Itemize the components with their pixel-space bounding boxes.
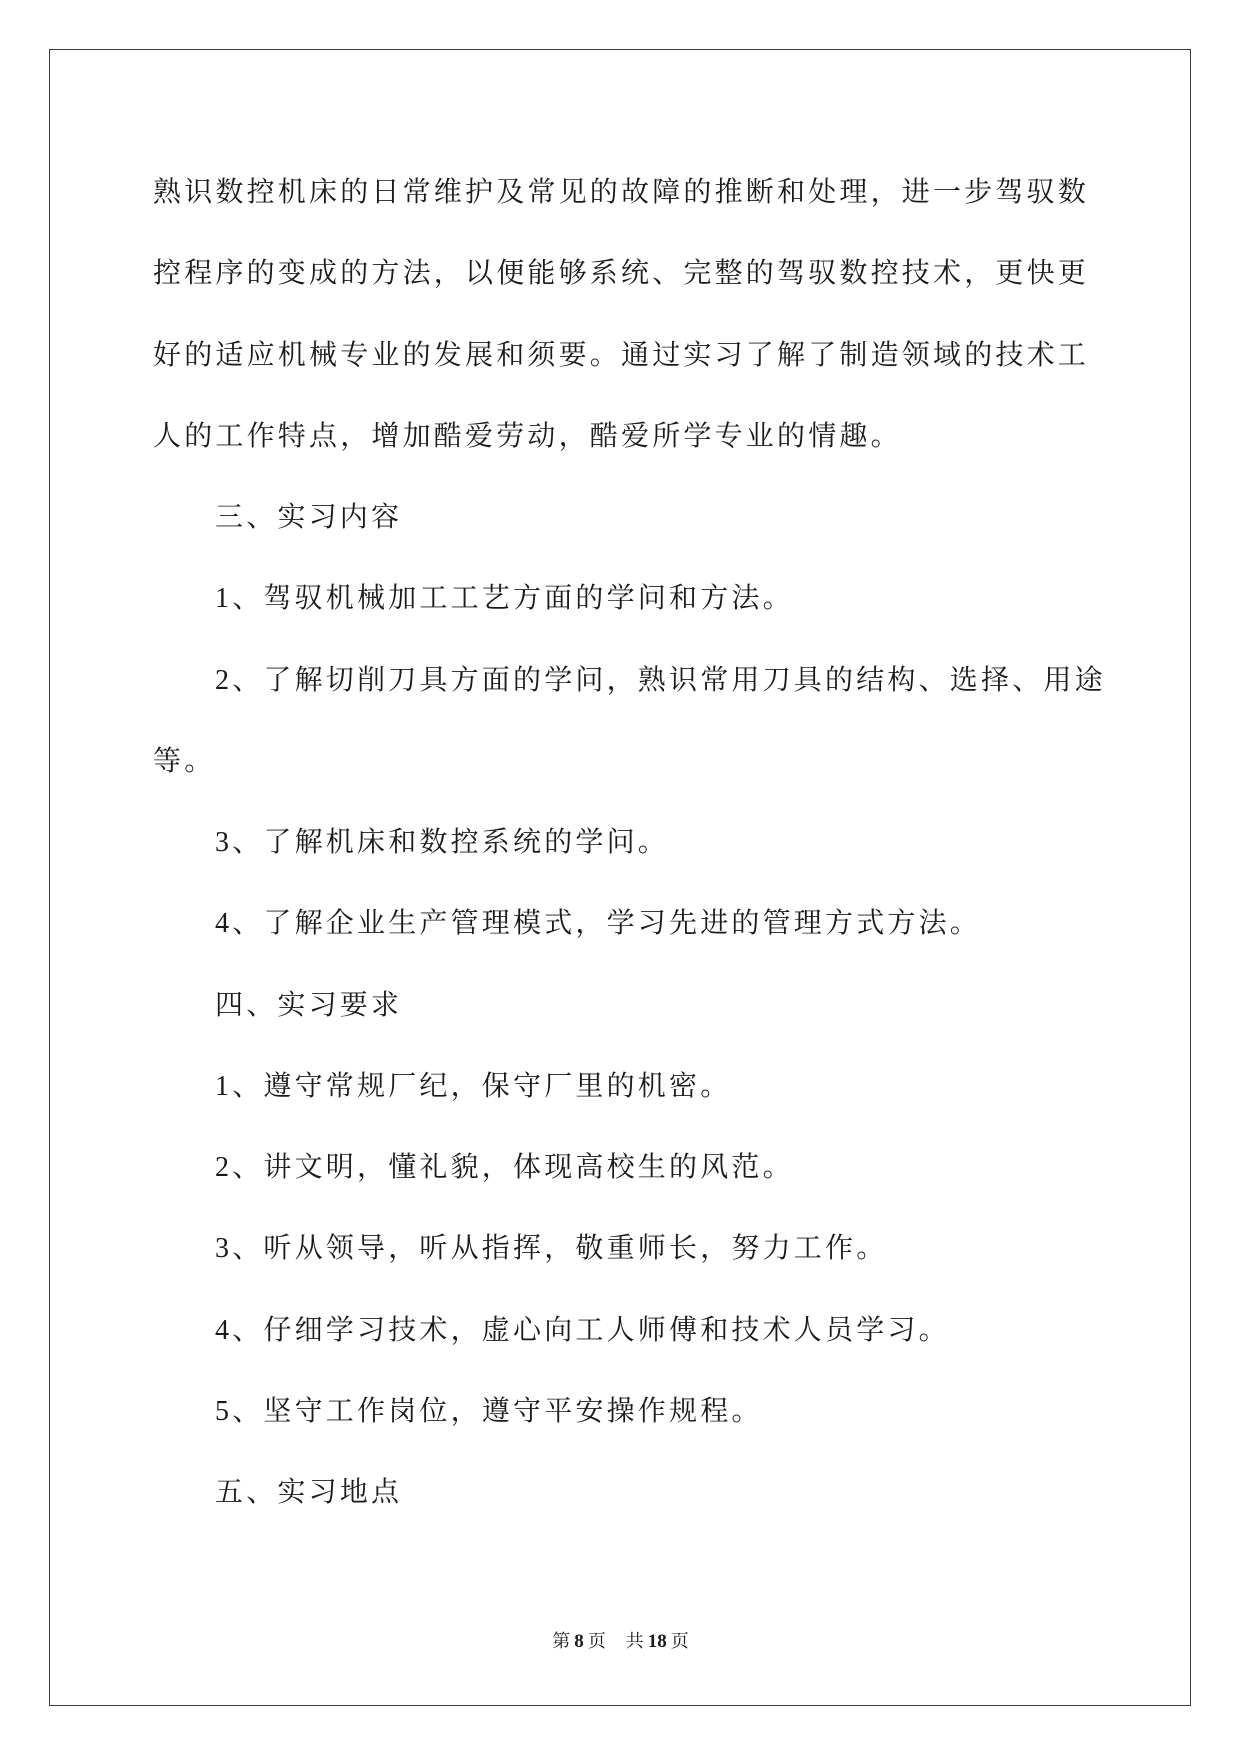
list-item-text: 2、讲文明，懂礼貌，体现高校生的风范。: [215, 1152, 794, 1183]
body-text-line: 人的工作特点，增加酷爱劳动，酷爱所学专业的情趣。: [153, 420, 902, 452]
list-item: [153, 640, 1153, 803]
body-text-line: 熟识数控机床的日常维护及常见的故障的推断和处理，进一步驾驭数: [153, 177, 1090, 208]
section-heading: 五、实习地点: [215, 1477, 403, 1508]
section-heading-internship-requirements: [153, 965, 1153, 1046]
body-text-line: 好的适应机械专业的发展和须要。通过实习了解了制造领域的技术工: [153, 339, 1090, 371]
page-label-suffix: 页: [587, 1631, 606, 1651]
page-label-prefix: 第: [552, 1631, 571, 1651]
section-heading: 三、实习内容: [215, 502, 403, 533]
list-item: [153, 1290, 1153, 1371]
document-body: [153, 152, 1153, 1533]
body-text-line: 控程序的变成的方法，以便能够系统、完整的驾驭数控技术，更快更: [153, 258, 1090, 290]
section-heading-internship-location: [153, 1452, 1153, 1533]
total-label-prefix: 共: [625, 1631, 644, 1651]
list-item: [153, 558, 1153, 639]
list-item: [153, 802, 1153, 883]
total-label-suffix: 页: [670, 1631, 689, 1651]
list-item-text: 2、了解切削刀具方面的学问，熟识常用刀具的结构、选择、用途: [215, 664, 1106, 696]
list-item-text: 1、驾驭机械加工工艺方面的学问和方法。: [215, 583, 794, 615]
list-item: [153, 883, 1153, 964]
list-item-text: 等。: [153, 745, 216, 777]
paragraph-continued: [153, 152, 1153, 477]
list-item: [153, 1127, 1153, 1208]
page-footer: [0, 1628, 1241, 1655]
list-item-text: 3、了解机床和数控系统的学问。: [215, 827, 670, 858]
current-page-number: 8: [574, 1631, 584, 1652]
list-item-text: 4、了解企业生产管理模式，学习先进的管理方式方法。: [215, 908, 982, 940]
total-pages-number: 18: [647, 1631, 667, 1652]
section-heading: 四、实习要求: [215, 989, 403, 1021]
list-item-text: 1、遵守常规厂纪，保守厂里的机密。: [215, 1070, 732, 1102]
list-item-text: 4、仔细学习技术，虚心向工人师傅和技术人员学习。: [215, 1314, 950, 1346]
list-item-text: 3、听从领导，听从指挥，敬重师长，努力工作。: [215, 1233, 888, 1265]
list-item: [153, 1046, 1153, 1127]
list-item: [153, 1208, 1153, 1289]
list-item: [153, 1371, 1153, 1452]
section-heading-internship-content: [153, 477, 1153, 558]
list-item-text: 5、坚守工作岗位，遵守平安操作规程。: [215, 1395, 763, 1427]
